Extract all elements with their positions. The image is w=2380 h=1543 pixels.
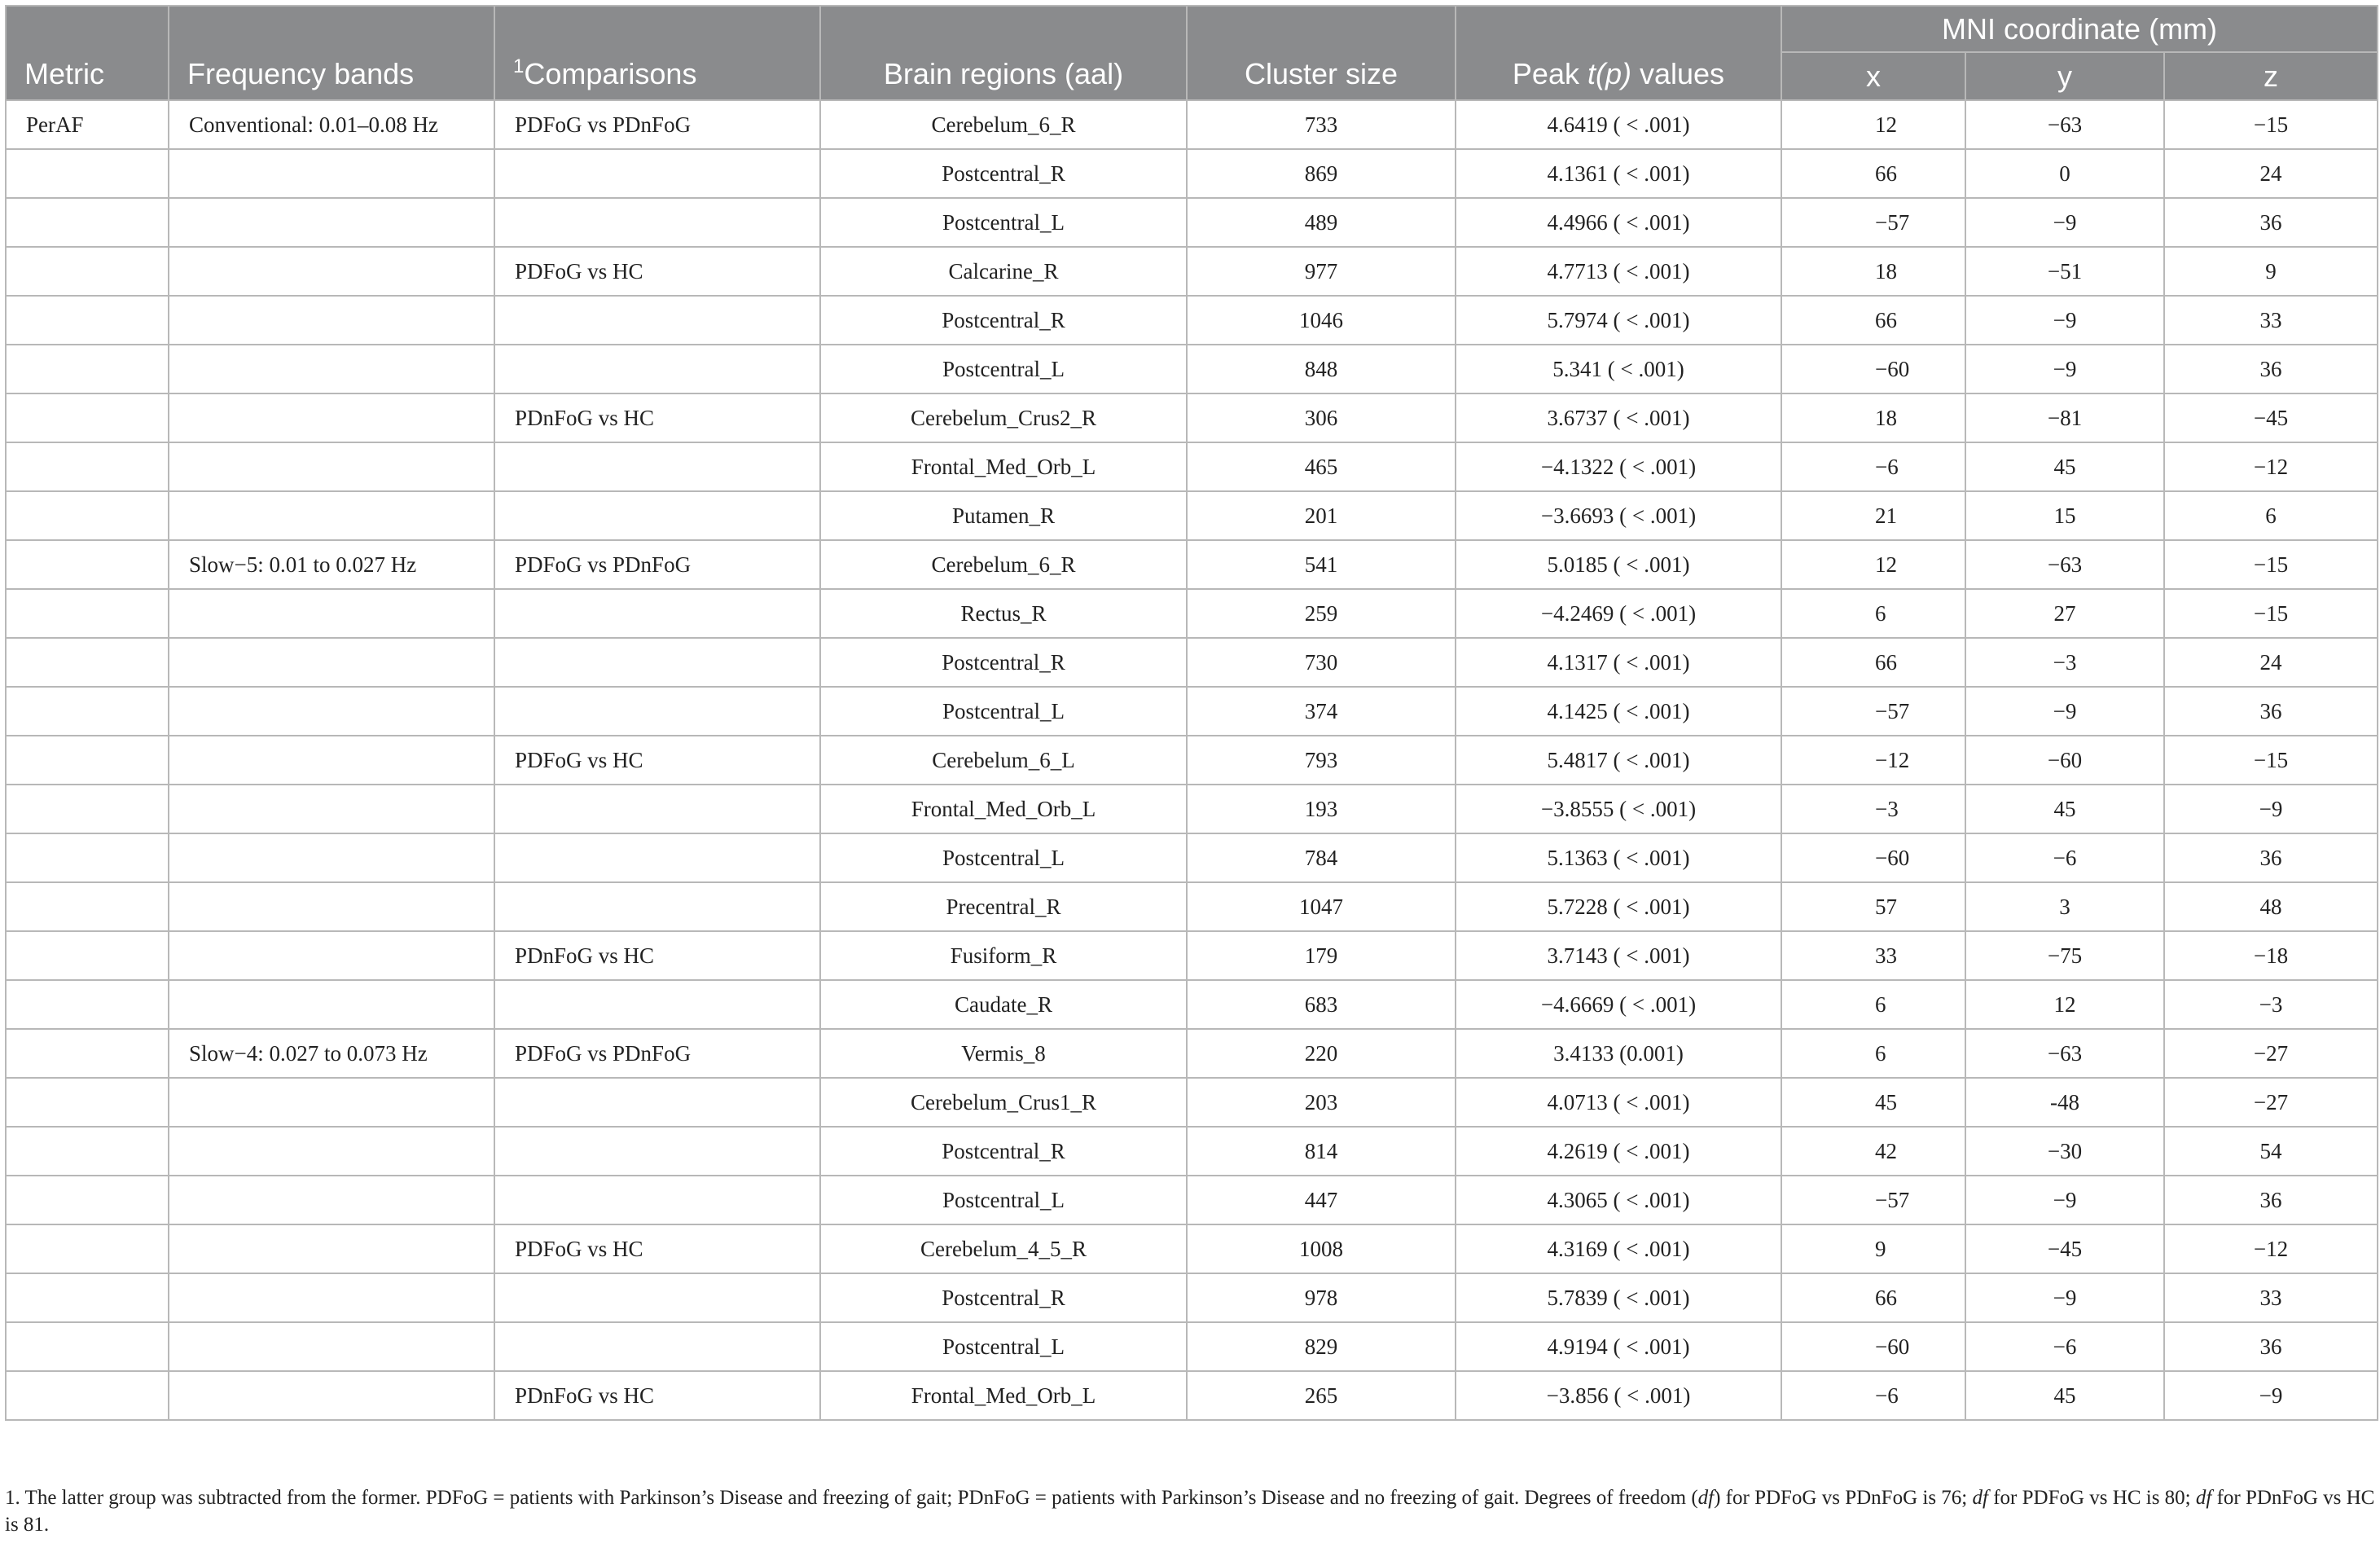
cell-mni-z: −3 bbox=[2164, 980, 2378, 1029]
cell-peak-value: 4.3169 ( < .001) bbox=[1456, 1224, 1781, 1273]
cell-frequency-band bbox=[169, 931, 494, 980]
cell-mni-y: 0 bbox=[1965, 149, 2164, 198]
table-body bbox=[6, 100, 2378, 1420]
cell-mni-y: 12 bbox=[1965, 980, 2164, 1029]
cell-brain-region: Postcentral_R bbox=[820, 1273, 1187, 1322]
cell-metric bbox=[6, 638, 169, 687]
header-peak-stat: t(p) bbox=[1587, 57, 1631, 90]
cell-mni-x: 66 bbox=[1781, 638, 1965, 687]
cell-mni-y: 15 bbox=[1965, 491, 2164, 540]
table-row bbox=[6, 1176, 2378, 1224]
cell-mni-z: 36 bbox=[2164, 833, 2378, 882]
cell-peak-value: 3.4133 (0.001) bbox=[1456, 1029, 1781, 1078]
cell-mni-y: −63 bbox=[1965, 540, 2164, 589]
cell-mni-y: −9 bbox=[1965, 345, 2164, 393]
cell-metric bbox=[6, 345, 169, 393]
cell-metric bbox=[6, 687, 169, 736]
cell-mni-x: 18 bbox=[1781, 393, 1965, 442]
table-footnote bbox=[5, 1484, 2377, 1538]
cell-comparison bbox=[494, 149, 820, 198]
cell-mni-y: −9 bbox=[1965, 1273, 2164, 1322]
cell-comparison bbox=[494, 980, 820, 1029]
cell-mni-y: −51 bbox=[1965, 247, 2164, 296]
cell-frequency-band bbox=[169, 736, 494, 785]
cell-mni-z: 36 bbox=[2164, 1176, 2378, 1224]
cell-cluster-size: 374 bbox=[1187, 687, 1456, 736]
cell-mni-y: −9 bbox=[1965, 198, 2164, 247]
cell-mni-x: −60 bbox=[1781, 1322, 1965, 1371]
cell-mni-y: −30 bbox=[1965, 1127, 2164, 1176]
header-peak-values bbox=[1456, 6, 1781, 100]
cell-frequency-band bbox=[169, 882, 494, 931]
cell-peak-value: 3.6737 ( < .001) bbox=[1456, 393, 1781, 442]
cell-comparison: PDnFoG vs HC bbox=[494, 393, 820, 442]
cell-peak-value: 4.9194 ( < .001) bbox=[1456, 1322, 1781, 1371]
cell-cluster-size: 306 bbox=[1187, 393, 1456, 442]
cell-metric bbox=[6, 736, 169, 785]
cell-cluster-size: 683 bbox=[1187, 980, 1456, 1029]
header-metric: Metric bbox=[6, 6, 169, 100]
results-table-container bbox=[5, 5, 2377, 1421]
cell-mni-x: −6 bbox=[1781, 442, 1965, 491]
header-comparisons bbox=[494, 6, 820, 100]
cell-mni-y: 3 bbox=[1965, 882, 2164, 931]
cell-mni-z: 9 bbox=[2164, 247, 2378, 296]
cell-brain-region: Postcentral_L bbox=[820, 198, 1187, 247]
cell-mni-x: 6 bbox=[1781, 589, 1965, 638]
cell-metric bbox=[6, 393, 169, 442]
cell-mni-z: 36 bbox=[2164, 687, 2378, 736]
cell-frequency-band bbox=[169, 980, 494, 1029]
cell-cluster-size: 465 bbox=[1187, 442, 1456, 491]
cell-mni-z: −15 bbox=[2164, 736, 2378, 785]
table-row bbox=[6, 882, 2378, 931]
cell-comparison bbox=[494, 785, 820, 833]
cell-brain-region: Frontal_Med_Orb_L bbox=[820, 442, 1187, 491]
cell-peak-value: 4.7713 ( < .001) bbox=[1456, 247, 1781, 296]
cell-mni-z: 48 bbox=[2164, 882, 2378, 931]
table-row bbox=[6, 1224, 2378, 1273]
cell-mni-z: −15 bbox=[2164, 100, 2378, 149]
table-row bbox=[6, 736, 2378, 785]
cell-metric bbox=[6, 247, 169, 296]
header-y: y bbox=[1965, 52, 2164, 100]
cell-mni-y: −3 bbox=[1965, 638, 2164, 687]
cell-metric bbox=[6, 491, 169, 540]
cell-mni-z: 24 bbox=[2164, 638, 2378, 687]
cell-peak-value: 4.1425 ( < .001) bbox=[1456, 687, 1781, 736]
cell-cluster-size: 814 bbox=[1187, 1127, 1456, 1176]
cell-mni-z: −18 bbox=[2164, 931, 2378, 980]
cell-mni-z: 24 bbox=[2164, 149, 2378, 198]
cell-mni-x: −57 bbox=[1781, 687, 1965, 736]
cell-brain-region: Putamen_R bbox=[820, 491, 1187, 540]
cell-mni-y: −63 bbox=[1965, 100, 2164, 149]
cell-brain-region: Cerebelum_6_R bbox=[820, 540, 1187, 589]
cell-mni-x: 45 bbox=[1781, 1078, 1965, 1127]
header-peak-suffix: values bbox=[1631, 57, 1725, 90]
cell-cluster-size: 829 bbox=[1187, 1322, 1456, 1371]
cell-cluster-size: 489 bbox=[1187, 198, 1456, 247]
cell-mni-y: −6 bbox=[1965, 1322, 2164, 1371]
table-row bbox=[6, 247, 2378, 296]
cell-peak-value: 3.7143 ( < .001) bbox=[1456, 931, 1781, 980]
cell-peak-value: 4.6419 ( < .001) bbox=[1456, 100, 1781, 149]
cell-frequency-band bbox=[169, 393, 494, 442]
cell-metric bbox=[6, 589, 169, 638]
table-row bbox=[6, 1273, 2378, 1322]
header-comparisons-label: Comparisons bbox=[524, 57, 697, 90]
cell-cluster-size: 447 bbox=[1187, 1176, 1456, 1224]
cell-mni-x: 33 bbox=[1781, 931, 1965, 980]
cell-frequency-band bbox=[169, 1176, 494, 1224]
cell-mni-z: −27 bbox=[2164, 1078, 2378, 1127]
cell-peak-value: −4.2469 ( < .001) bbox=[1456, 589, 1781, 638]
cell-frequency-band bbox=[169, 638, 494, 687]
table-row bbox=[6, 1127, 2378, 1176]
cell-comparison bbox=[494, 1127, 820, 1176]
cell-frequency-band bbox=[169, 198, 494, 247]
cell-comparison bbox=[494, 1273, 820, 1322]
cell-mni-x: −6 bbox=[1781, 1371, 1965, 1420]
cell-comparison: PDnFoG vs HC bbox=[494, 931, 820, 980]
cell-brain-region: Precentral_R bbox=[820, 882, 1187, 931]
cell-frequency-band bbox=[169, 1224, 494, 1273]
cell-comparison: PDnFoG vs HC bbox=[494, 1371, 820, 1420]
cell-brain-region: Cerebelum_6_L bbox=[820, 736, 1187, 785]
cell-mni-x: −3 bbox=[1781, 785, 1965, 833]
cell-brain-region: Postcentral_L bbox=[820, 1322, 1187, 1371]
table-row bbox=[6, 296, 2378, 345]
cell-peak-value: 4.4966 ( < .001) bbox=[1456, 198, 1781, 247]
header-mni-coordinate: MNI coordinate (mm) bbox=[1781, 6, 2378, 52]
cell-mni-y: −6 bbox=[1965, 833, 2164, 882]
cell-mni-x: 42 bbox=[1781, 1127, 1965, 1176]
table-row bbox=[6, 149, 2378, 198]
cell-mni-z: −12 bbox=[2164, 442, 2378, 491]
cell-cluster-size: 259 bbox=[1187, 589, 1456, 638]
cell-frequency-band bbox=[169, 589, 494, 638]
cell-cluster-size: 1008 bbox=[1187, 1224, 1456, 1273]
cell-comparison bbox=[494, 1322, 820, 1371]
cell-comparison bbox=[494, 833, 820, 882]
cell-frequency-band bbox=[169, 1078, 494, 1127]
table-row bbox=[6, 785, 2378, 833]
cell-mni-z: 36 bbox=[2164, 198, 2378, 247]
cell-frequency-band bbox=[169, 149, 494, 198]
cell-frequency-band: Slow−5: 0.01 to 0.027 Hz bbox=[169, 540, 494, 589]
cell-frequency-band bbox=[169, 1371, 494, 1420]
cell-brain-region: Postcentral_R bbox=[820, 296, 1187, 345]
cell-mni-x: 21 bbox=[1781, 491, 1965, 540]
cell-peak-value: 5.7974 ( < .001) bbox=[1456, 296, 1781, 345]
cell-brain-region: Cerebelum_Crus2_R bbox=[820, 393, 1187, 442]
cell-cluster-size: 193 bbox=[1187, 785, 1456, 833]
table-row bbox=[6, 638, 2378, 687]
cell-mni-x: −60 bbox=[1781, 833, 1965, 882]
table-row bbox=[6, 1078, 2378, 1127]
cell-comparison bbox=[494, 491, 820, 540]
cell-comparison bbox=[494, 198, 820, 247]
cell-brain-region: Calcarine_R bbox=[820, 247, 1187, 296]
cell-frequency-band: Slow−4: 0.027 to 0.073 Hz bbox=[169, 1029, 494, 1078]
cell-mni-y: −45 bbox=[1965, 1224, 2164, 1273]
table-row bbox=[6, 833, 2378, 882]
cell-metric bbox=[6, 931, 169, 980]
cell-frequency-band bbox=[169, 785, 494, 833]
cell-frequency-band: Conventional: 0.01–0.08 Hz bbox=[169, 100, 494, 149]
cell-cluster-size: 265 bbox=[1187, 1371, 1456, 1420]
cell-brain-region: Rectus_R bbox=[820, 589, 1187, 638]
cell-peak-value: −4.1322 ( < .001) bbox=[1456, 442, 1781, 491]
cell-peak-value: 5.0185 ( < .001) bbox=[1456, 540, 1781, 589]
cell-mni-z: −15 bbox=[2164, 589, 2378, 638]
cell-comparison bbox=[494, 345, 820, 393]
cell-brain-region: Cerebelum_6_R bbox=[820, 100, 1187, 149]
cell-mni-z: −15 bbox=[2164, 540, 2378, 589]
cell-comparison bbox=[494, 687, 820, 736]
table-row bbox=[6, 442, 2378, 491]
cell-mni-x: 6 bbox=[1781, 1029, 1965, 1078]
cell-mni-y: −9 bbox=[1965, 687, 2164, 736]
cell-frequency-band bbox=[169, 491, 494, 540]
cell-comparison: PDFoG vs PDnFoG bbox=[494, 540, 820, 589]
cell-brain-region: Frontal_Med_Orb_L bbox=[820, 1371, 1187, 1420]
cell-cluster-size: 869 bbox=[1187, 149, 1456, 198]
cell-cluster-size: 201 bbox=[1187, 491, 1456, 540]
cell-comparison bbox=[494, 296, 820, 345]
cell-mni-x: −57 bbox=[1781, 198, 1965, 247]
cell-mni-z: 33 bbox=[2164, 296, 2378, 345]
cell-metric bbox=[6, 1322, 169, 1371]
cell-peak-value: −4.6669 ( < .001) bbox=[1456, 980, 1781, 1029]
table-row bbox=[6, 1371, 2378, 1420]
header-x: x bbox=[1781, 52, 1965, 100]
cell-peak-value: 5.4817 ( < .001) bbox=[1456, 736, 1781, 785]
cell-mni-x: 12 bbox=[1781, 540, 1965, 589]
cell-brain-region: Cerebelum_4_5_R bbox=[820, 1224, 1187, 1273]
table-row bbox=[6, 198, 2378, 247]
cell-brain-region: Fusiform_R bbox=[820, 931, 1187, 980]
cell-peak-value: 4.0713 ( < .001) bbox=[1456, 1078, 1781, 1127]
cell-mni-z: −9 bbox=[2164, 1371, 2378, 1420]
cell-mni-y: 27 bbox=[1965, 589, 2164, 638]
cell-brain-region: Postcentral_R bbox=[820, 1127, 1187, 1176]
table-row bbox=[6, 345, 2378, 393]
cell-mni-z: 36 bbox=[2164, 1322, 2378, 1371]
cell-frequency-band bbox=[169, 1322, 494, 1371]
cell-mni-x: 66 bbox=[1781, 149, 1965, 198]
cell-metric bbox=[6, 833, 169, 882]
cell-frequency-band bbox=[169, 833, 494, 882]
cell-metric bbox=[6, 540, 169, 589]
cell-mni-z: 6 bbox=[2164, 491, 2378, 540]
footnote-text-3: for PDFoG vs HC is 80; bbox=[1987, 1487, 2196, 1509]
cell-frequency-band bbox=[169, 687, 494, 736]
cell-metric bbox=[6, 1029, 169, 1078]
cell-mni-y: −81 bbox=[1965, 393, 2164, 442]
cell-mni-y: −75 bbox=[1965, 931, 2164, 980]
table-row bbox=[6, 687, 2378, 736]
footnote-text-2: ) for PDFoG vs PDnFoG is 76; bbox=[1714, 1487, 1973, 1509]
cell-mni-y: -48 bbox=[1965, 1078, 2164, 1127]
cell-comparison bbox=[494, 638, 820, 687]
footnote-text-4: for PDnFoG vs HC is 81. bbox=[5, 1487, 2375, 1536]
cell-peak-value: 5.7228 ( < .001) bbox=[1456, 882, 1781, 931]
cell-peak-value: 4.1317 ( < .001) bbox=[1456, 638, 1781, 687]
cell-metric bbox=[6, 198, 169, 247]
table-row bbox=[6, 491, 2378, 540]
cell-frequency-band bbox=[169, 1127, 494, 1176]
cell-peak-value: −3.856 ( < .001) bbox=[1456, 1371, 1781, 1420]
cell-mni-y: −9 bbox=[1965, 1176, 2164, 1224]
header-z: z bbox=[2164, 52, 2378, 100]
cell-mni-y: 45 bbox=[1965, 785, 2164, 833]
cell-frequency-band bbox=[169, 1273, 494, 1322]
header-frequency-bands: Frequency bands bbox=[169, 6, 494, 100]
cell-mni-z: −12 bbox=[2164, 1224, 2378, 1273]
cell-cluster-size: 220 bbox=[1187, 1029, 1456, 1078]
cell-cluster-size: 848 bbox=[1187, 345, 1456, 393]
cell-mni-x: 9 bbox=[1781, 1224, 1965, 1273]
cell-mni-z: −9 bbox=[2164, 785, 2378, 833]
cell-mni-x: 12 bbox=[1781, 100, 1965, 149]
cell-cluster-size: 1046 bbox=[1187, 296, 1456, 345]
cell-comparison bbox=[494, 1176, 820, 1224]
cell-metric bbox=[6, 149, 169, 198]
table-header bbox=[6, 6, 2378, 100]
cell-mni-x: 57 bbox=[1781, 882, 1965, 931]
cell-cluster-size: 541 bbox=[1187, 540, 1456, 589]
table-row bbox=[6, 589, 2378, 638]
header-cluster-size: Cluster size bbox=[1187, 6, 1456, 100]
cell-metric bbox=[6, 882, 169, 931]
cell-metric: PerAF bbox=[6, 100, 169, 149]
cell-metric bbox=[6, 1224, 169, 1273]
cell-frequency-band bbox=[169, 247, 494, 296]
table-row bbox=[6, 393, 2378, 442]
cell-metric bbox=[6, 1176, 169, 1224]
cell-brain-region: Postcentral_R bbox=[820, 149, 1187, 198]
cell-cluster-size: 733 bbox=[1187, 100, 1456, 149]
cell-comparison bbox=[494, 1078, 820, 1127]
cell-peak-value: 5.1363 ( < .001) bbox=[1456, 833, 1781, 882]
footnote-df-3: df bbox=[2195, 1487, 2212, 1509]
cell-metric bbox=[6, 1078, 169, 1127]
cell-cluster-size: 1047 bbox=[1187, 882, 1456, 931]
cell-cluster-size: 977 bbox=[1187, 247, 1456, 296]
cell-peak-value: 4.3065 ( < .001) bbox=[1456, 1176, 1781, 1224]
cell-brain-region: Postcentral_L bbox=[820, 687, 1187, 736]
cell-mni-z: −27 bbox=[2164, 1029, 2378, 1078]
cell-comparison bbox=[494, 442, 820, 491]
cell-mni-y: −9 bbox=[1965, 296, 2164, 345]
cell-frequency-band bbox=[169, 296, 494, 345]
cell-brain-region: Frontal_Med_Orb_L bbox=[820, 785, 1187, 833]
cell-peak-value: 5.7839 ( < .001) bbox=[1456, 1273, 1781, 1322]
header-brain-regions: Brain regions (aal) bbox=[820, 6, 1187, 100]
cell-mni-y: 45 bbox=[1965, 442, 2164, 491]
cell-mni-z: 33 bbox=[2164, 1273, 2378, 1322]
header-peak-prefix: Peak bbox=[1512, 57, 1587, 90]
cell-brain-region: Postcentral_L bbox=[820, 1176, 1187, 1224]
cell-mni-x: 6 bbox=[1781, 980, 1965, 1029]
table-row bbox=[6, 100, 2378, 149]
cell-metric bbox=[6, 980, 169, 1029]
cell-mni-x: 66 bbox=[1781, 1273, 1965, 1322]
cell-mni-y: −63 bbox=[1965, 1029, 2164, 1078]
footnote-marker: 1 bbox=[513, 55, 525, 77]
cell-brain-region: Postcentral_L bbox=[820, 345, 1187, 393]
cell-frequency-band bbox=[169, 442, 494, 491]
cell-brain-region: Vermis_8 bbox=[820, 1029, 1187, 1078]
results-table bbox=[5, 5, 2378, 1421]
cell-brain-region: Postcentral_L bbox=[820, 833, 1187, 882]
cell-comparison: PDFoG vs HC bbox=[494, 247, 820, 296]
cell-comparison: PDFoG vs HC bbox=[494, 1224, 820, 1273]
cell-mni-x: 18 bbox=[1781, 247, 1965, 296]
table-row bbox=[6, 1029, 2378, 1078]
table-row bbox=[6, 980, 2378, 1029]
cell-metric bbox=[6, 1371, 169, 1420]
cell-comparison: PDFoG vs HC bbox=[494, 736, 820, 785]
cell-mni-y: 45 bbox=[1965, 1371, 2164, 1420]
table-row bbox=[6, 931, 2378, 980]
footnote-df-1: df bbox=[1697, 1487, 1715, 1509]
cell-metric bbox=[6, 296, 169, 345]
cell-comparison: PDFoG vs PDnFoG bbox=[494, 100, 820, 149]
cell-peak-value: −3.8555 ( < .001) bbox=[1456, 785, 1781, 833]
cell-mni-z: 54 bbox=[2164, 1127, 2378, 1176]
cell-cluster-size: 203 bbox=[1187, 1078, 1456, 1127]
cell-cluster-size: 784 bbox=[1187, 833, 1456, 882]
cell-mni-y: −60 bbox=[1965, 736, 2164, 785]
cell-mni-z: 36 bbox=[2164, 345, 2378, 393]
cell-comparison: PDFoG vs PDnFoG bbox=[494, 1029, 820, 1078]
cell-mni-x: −12 bbox=[1781, 736, 1965, 785]
cell-brain-region: Caudate_R bbox=[820, 980, 1187, 1029]
cell-mni-x: 66 bbox=[1781, 296, 1965, 345]
cell-comparison bbox=[494, 589, 820, 638]
footnote-text-1: 1. The latter group was subtracted from the former. PDFoG = patients with Parkinson’s Disease and freezing of gait; PDnFoG = patients with Parkinson’s Disease and no freezing of gait. Degrees of freedom ( bbox=[5, 1487, 1698, 1509]
cell-mni-x: −57 bbox=[1781, 1176, 1965, 1224]
table-row bbox=[6, 540, 2378, 589]
cell-brain-region: Cerebelum_Crus1_R bbox=[820, 1078, 1187, 1127]
cell-metric bbox=[6, 1273, 169, 1322]
cell-cluster-size: 179 bbox=[1187, 931, 1456, 980]
cell-peak-value: 4.1361 ( < .001) bbox=[1456, 149, 1781, 198]
cell-cluster-size: 978 bbox=[1187, 1273, 1456, 1322]
cell-mni-x: −60 bbox=[1781, 345, 1965, 393]
table-row bbox=[6, 1322, 2378, 1371]
cell-metric bbox=[6, 1127, 169, 1176]
cell-mni-z: −45 bbox=[2164, 393, 2378, 442]
cell-metric bbox=[6, 785, 169, 833]
cell-brain-region: Postcentral_R bbox=[820, 638, 1187, 687]
cell-peak-value: 4.2619 ( < .001) bbox=[1456, 1127, 1781, 1176]
cell-cluster-size: 730 bbox=[1187, 638, 1456, 687]
cell-peak-value: 5.341 ( < .001) bbox=[1456, 345, 1781, 393]
cell-metric bbox=[6, 442, 169, 491]
footnote-df-2: df bbox=[1972, 1487, 1988, 1509]
cell-peak-value: −3.6693 ( < .001) bbox=[1456, 491, 1781, 540]
cell-frequency-band bbox=[169, 345, 494, 393]
cell-comparison bbox=[494, 882, 820, 931]
cell-cluster-size: 793 bbox=[1187, 736, 1456, 785]
